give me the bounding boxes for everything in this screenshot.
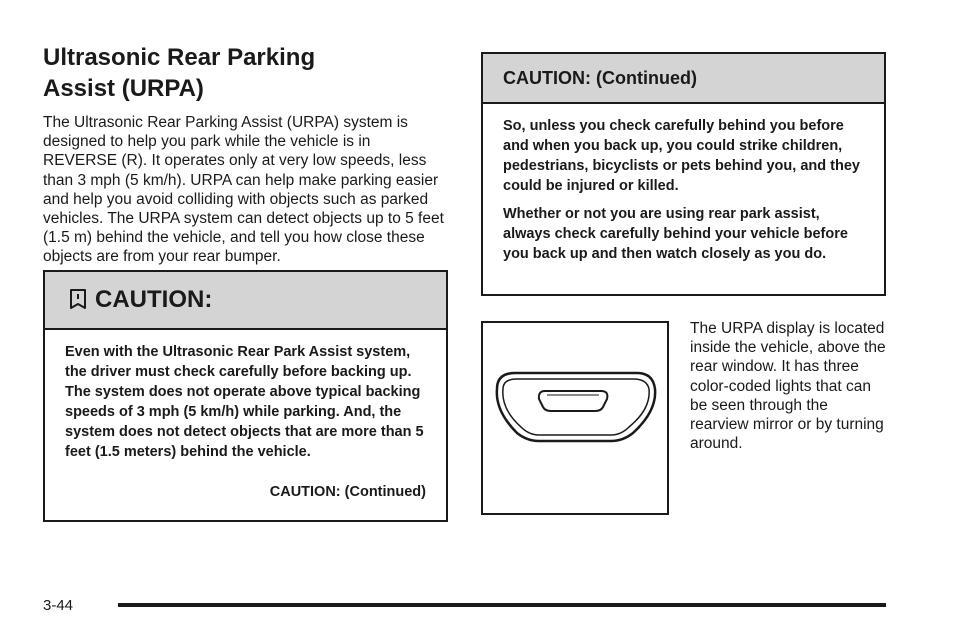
warning-triangle-icon bbox=[67, 286, 89, 314]
section-title-line1: Ultrasonic Rear Parking bbox=[43, 44, 316, 71]
caution-continued-header-label: CAUTION: (Continued) bbox=[503, 67, 697, 88]
intro-paragraph: The Ultrasonic Rear Parking Assist (URPA) system is designed to help you park while the vehicle is in REVERSE (R). It operates only at very low speeds, less than 3 mph (5 km/h). URPA can help make parking easier and help you avoid colliding with objects such as parked vehicles. The URPA system can detect objects up to 5 feet (1.5 m) behind the vehicle, and tell you how close these objects are from your rear bumper. bbox=[43, 114, 444, 266]
urpa-display-description: The URPA display is located inside the vehicle, above the rear window. It has three color-coded lights that can be seen through the rearview mirror or by turning around. bbox=[690, 320, 886, 453]
caution-continued-label: CAUTION: (Continued) bbox=[269, 484, 426, 500]
caution-text: Even with the Ultrasonic Rear Park Assist system, the driver must check carefully before backing up. The system does not operate above typical backing speeds of 3 mph (5 km/h) while parking. And, the system does not detect objects that are more than 5 feet (1.5 meters) behind the vehicle. bbox=[65, 344, 424, 460]
caution-body bbox=[45, 330, 446, 462]
section-title bbox=[43, 42, 443, 104]
caution-continued-body bbox=[483, 104, 884, 264]
caution-continued-box bbox=[481, 52, 886, 296]
page-number: 3-44 bbox=[43, 597, 74, 614]
urpa-display-figure bbox=[481, 321, 669, 515]
caution-header-label: CAUTION: bbox=[95, 286, 213, 313]
caution-continued-paragraph-1: So, unless you check carefully behind you before and when you back up, you could strike children, pedestrians, bicyclists or pets behind you, and they could be injured or killed. bbox=[503, 118, 860, 194]
urpa-display-illustration bbox=[483, 323, 667, 513]
footer-rule bbox=[118, 603, 886, 607]
caution-header bbox=[45, 272, 446, 330]
caution-continued-header bbox=[483, 54, 884, 104]
caution-box bbox=[43, 270, 448, 522]
section-title-line2: Assist (URPA) bbox=[43, 75, 204, 102]
caution-continued-paragraph-2: Whether or not you are using rear park assist, always check carefully behind your vehicle before you back up and then watch closely as you do. bbox=[503, 206, 848, 262]
